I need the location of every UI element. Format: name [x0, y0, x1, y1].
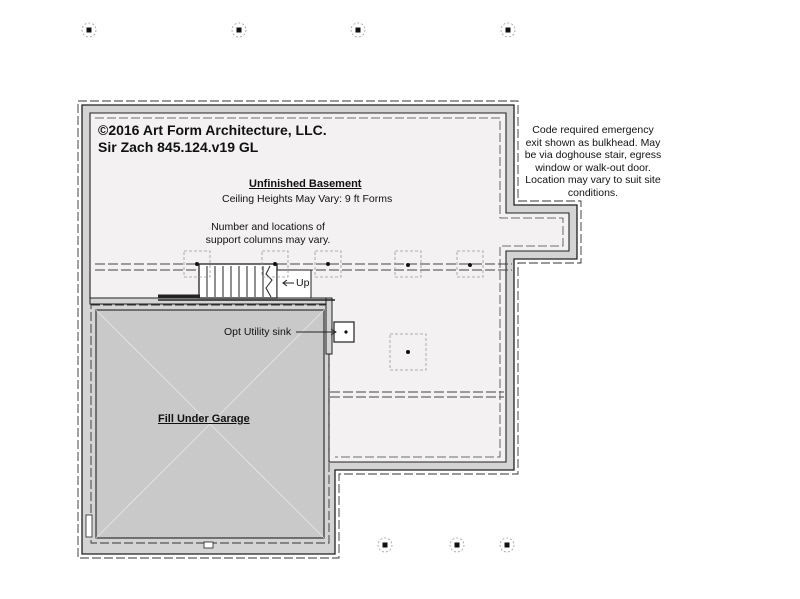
grid-marker	[378, 538, 392, 552]
exit-note-line: Location may vary to suit site	[525, 174, 661, 186]
columns-note-line: support columns may vary.	[205, 233, 331, 246]
exit-note-line: conditions.	[567, 186, 619, 199]
exit-note-line: be via doghouse stair, egress	[524, 149, 662, 161]
exit-note-line: window or walk-out door.	[535, 161, 651, 174]
grid-marker	[500, 538, 514, 552]
copyright-block	[98, 122, 327, 156]
grid-marker	[232, 23, 246, 37]
copyright-line: ©2016 Art Form Architecture, LLC.	[98, 122, 327, 138]
grid-marker	[82, 23, 96, 37]
wall-notch	[86, 515, 92, 537]
garage-wall-right	[326, 298, 332, 354]
emergency-exit-note	[515, 124, 671, 199]
columns-note-line: Number and locations of	[211, 221, 325, 233]
basement-title: Unfinished Basement	[249, 178, 362, 190]
exit-note-line: exit shown as bulkhead. May	[525, 136, 661, 149]
grid-marker	[450, 538, 464, 552]
plan-id-line: Sir Zach 845.124.v19 GL	[98, 139, 259, 155]
columns-note	[202, 221, 334, 246]
garage-title: Fill Under Garage	[158, 413, 250, 425]
exit-note-line: Code required emergency	[532, 124, 654, 136]
garage-wall	[90, 298, 329, 304]
wall-notch	[204, 542, 213, 548]
basement-subtitle: Ceiling Heights May Vary: 9 ft Forms	[222, 193, 393, 205]
sink-label: Opt Utility sink	[224, 326, 292, 338]
grid-marker	[351, 23, 365, 37]
stair-label: Up	[296, 277, 310, 289]
grid-marker	[501, 23, 515, 37]
